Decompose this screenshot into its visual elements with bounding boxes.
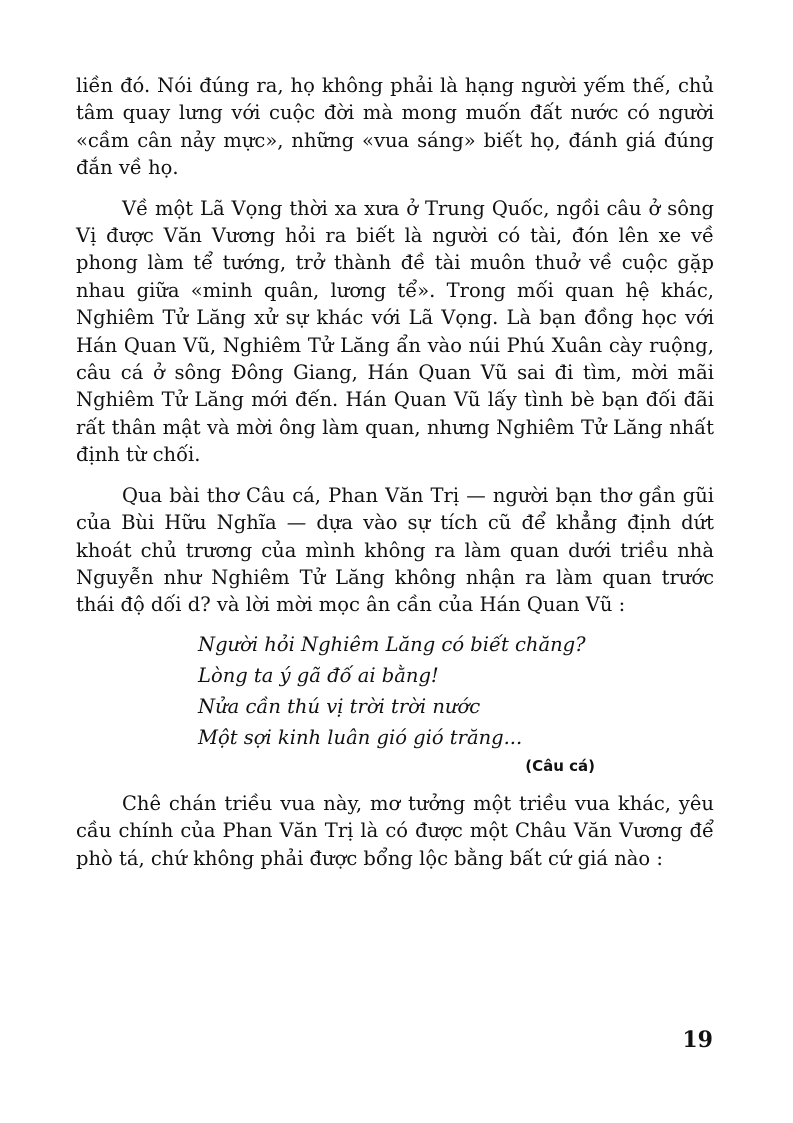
paragraph-la-vong: Về một Lã Vọng thời xa xưa ở Trung Quốc, ngồi câu ở sông Vị được Văn Vương hỏi ra biết là người có tài, đón lên xe về phong làm tể tướng, trở thành đề tài muôn thuở về cuộc gặp nhau giữa «minh quân, lương tể». Trong mối quan hệ khác, Nghiêm Tử Lăng xử sự khác với Lã Vọng. Là bạn đồng học với Hán Quan Vũ, Nghiêm Tử Lăng ẩn vào núi Phú Xuân cày ruộng, câu cá ở sông Đông Giang, Hán Quan Vũ sai đi tìm, mời mãi Nghiêm Tử Lăng mới đến. Hán Quan Vũ lấy tình bè bạn đối đãi rất thân mật và mời ông làm quan, nhưng Nghiêm Tử Lăng nhất định từ chối.	[76, 196, 714, 467]
poem-line: Một sợi kinh luân gió gió trăng...	[198, 725, 523, 749]
poem-line: Lòng ta ý gã đố ai bằng!	[198, 663, 439, 687]
poem-source: (Câu cá)	[525, 756, 595, 775]
poem-line: Người hỏi Nghiêm Lăng có biết chăng?	[198, 632, 586, 656]
paragraph-gap	[76, 777, 714, 790]
paragraph-cau-ca-intro: Qua bài thơ Câu cá, Phan Văn Trị — người bạn thơ gần gũi của Bùi Hữu Nghĩa — dựa vào sự tích cũ để khẳng định dứt khoát chủ trương của mình không ra làm quan dưới triều nhà Nguyễn như Nghiêm Tử Lăng không nhận ra làm quan trước thái độ dối d? và lời mời mọc ân cần của Hán Quan Vũ :	[76, 483, 714, 617]
page-number: 19	[682, 1027, 713, 1053]
book-page	[76, 72, 714, 872]
paragraph-continuation: liền đó. Nói đúng ra, họ không phải là hạng người yếm thế, chủ tâm quay lưng với cuộc đời mà mong muốn đất nước có người «cầm cân nảy mực», những «vua sáng» biết họ, đánh giá đúng đắn về họ.	[76, 74, 714, 180]
poem-excerpt	[198, 629, 714, 753]
paragraph-closing: Chê chán triều vua này, mơ tưởng một triều vua khác, yêu cầu chính của Phan Văn Trị là có được một Châu Văn Vương để phò tá, chứ không phải được bổng lộc bằng bất cứ giá nào :	[76, 791, 714, 870]
paragraph-gap	[76, 469, 714, 482]
paragraph-gap	[76, 182, 714, 195]
poem-line: Nửa cần thú vị trời trời nước	[198, 694, 481, 718]
